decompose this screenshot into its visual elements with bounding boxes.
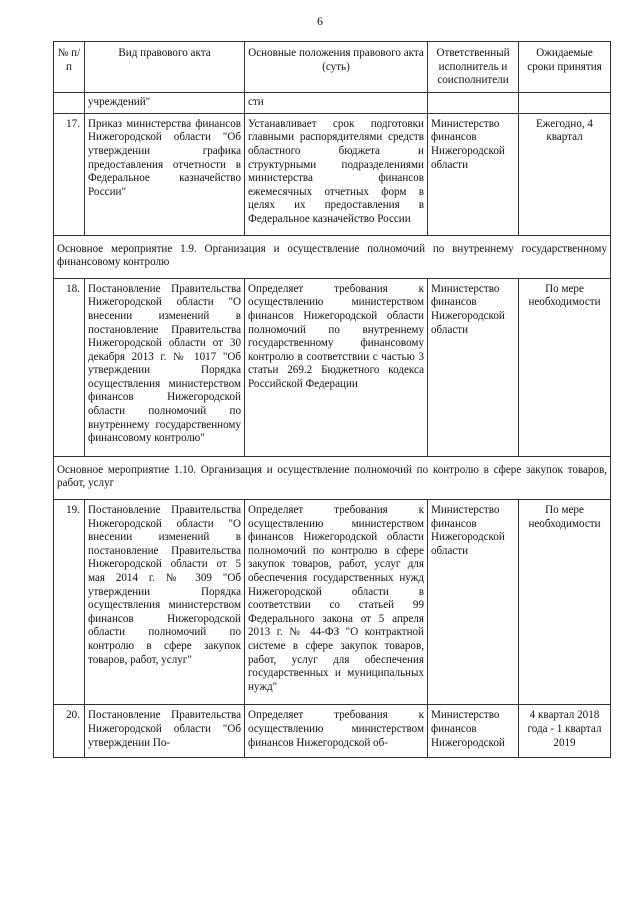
- cell-terms: 4 квартал 2018 года - 1 квартал 2019: [519, 705, 611, 758]
- table-row: [54, 705, 611, 758]
- table-row: [54, 500, 611, 705]
- cell-act-type: учреждений": [85, 92, 245, 113]
- cell-terms: По мере необходимости: [519, 278, 611, 456]
- section-title: Основное мероприятие 1.9. Организация и осуществление полномочий по внутреннему государственному финансовому контролю: [54, 235, 611, 278]
- cell-responsible: Министерство финансов Нижегородской: [428, 705, 519, 758]
- cell-responsible: Министерство финансов Нижегородской области: [428, 278, 519, 456]
- cell-num: [54, 92, 85, 113]
- cell-num: 18.: [54, 278, 85, 456]
- cell-main-provisions: сти: [245, 92, 428, 113]
- table-row: [54, 113, 611, 235]
- table-row: [54, 278, 611, 456]
- header-main-provisions: Основные положения правового акта (суть): [245, 42, 428, 93]
- header-act-type: Вид правового акта: [85, 42, 245, 93]
- page-number: 6: [317, 14, 323, 28]
- header-num: № п/п: [54, 42, 85, 93]
- cell-act-type: Постановление Правительства Нижегородской области "О внесении изменений в постановление Правительства Нижегородской области от 30 декабря 2013 г. № 1017 "Об утверждении Порядка осуществления министерством финансов Нижегородской области полномочий по внутреннему государственному финансовому контролю": [85, 278, 245, 456]
- cell-main-provisions: Определяет требования к осуществлению министерством финансов Нижегородской области полномочий по внутреннему государственному финансовому контролю в соответствии с частью 3 статьи 269.2 Бюджетного кодекса Российской Федерации: [245, 278, 428, 456]
- section-title: Основное мероприятие 1.10. Организация и осуществление полномочий по контролю в сфере закупок товаров, работ, услуг: [54, 456, 611, 499]
- cell-num: 20.: [54, 705, 85, 758]
- section-row: [54, 456, 611, 499]
- legal-acts-table: [53, 41, 611, 758]
- table-header-row: [54, 42, 611, 93]
- header-responsible: Ответственный исполнитель и соисполнители: [428, 42, 519, 93]
- cell-act-type: Приказ министерства финансов Нижегородской области "Об утверждении графика предоставления отчетности в Федеральное казначейство России": [85, 113, 245, 235]
- cell-terms: [519, 92, 611, 113]
- cell-num: 17.: [54, 113, 85, 235]
- section-row: [54, 235, 611, 278]
- cell-num: 19.: [54, 500, 85, 705]
- cell-responsible: Министерство финансов Нижегородской области: [428, 500, 519, 705]
- cell-main-provisions: Определяет требования к осуществлению министерством финансов Нижегородской об-: [245, 705, 428, 758]
- cell-terms: По мере необходимости: [519, 500, 611, 705]
- header-terms: Ожидаемые сроки принятия: [519, 42, 611, 93]
- cell-act-type: Постановление Правительства Нижегородской области "О внесении изменений в постановление Правительства Нижегородской области от 5 мая 2014 г. № 309 "Об утверждении Порядка осуществления министерством финансов Нижегородской области полномочий по контролю в сфере закупок товаров, работ, услуг": [85, 500, 245, 705]
- cell-terms: Ежегодно, 4 квартал: [519, 113, 611, 235]
- cell-responsible: Министерство финансов Нижегородской области: [428, 113, 519, 235]
- cell-main-provisions: Устанавливает срок подготовки главными распорядителями средств областного бюджета и структурными подразделениями министерства финансов ежемесячных отчетных форм в целях их предоставления в Федеральное казначейство России: [245, 113, 428, 235]
- continuation-row: [54, 92, 611, 113]
- cell-act-type: Постановление Правительства Нижегородской области "Об утверждении По-: [85, 705, 245, 758]
- cell-main-provisions: Определяет требования к осуществлению министерством финансов Нижегородской области полномочий по контролю в сфере закупок товаров, работ, услуг для обеспечения государственных нужд Нижегородской области в соответствии со статьей 99 Федерального закона от 5 апреля 2013 г. № 44-ФЗ "О контрактной системе в сфере закупок товаров, работ, услуг для обеспечения государственных и муниципальных нужд": [245, 500, 428, 705]
- cell-responsible: [428, 92, 519, 113]
